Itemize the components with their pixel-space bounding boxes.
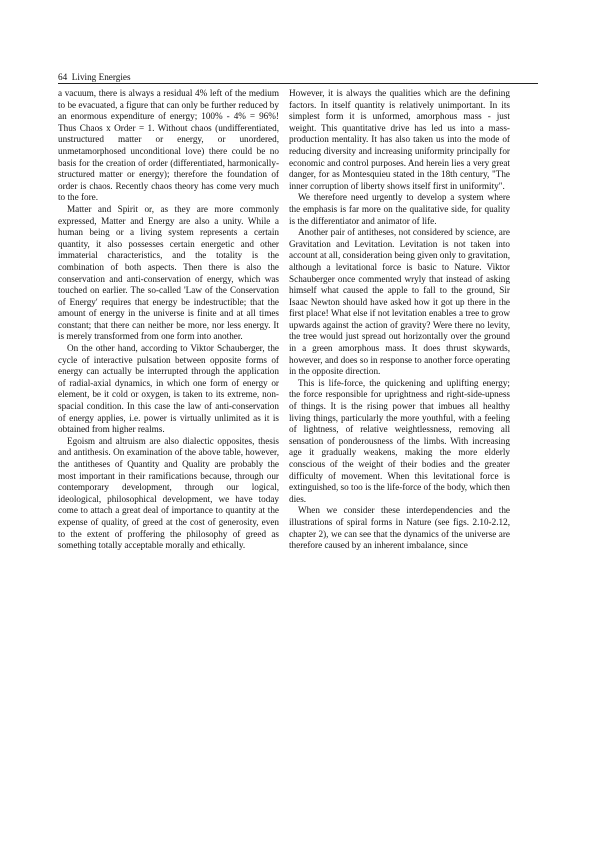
paragraph: This is life-force, the quickening and uplifting energy; the force responsible for uprightness and right-side-upness of things. It is the rising power that imbues all healthy living things, particularly the more youthful, with a feeling of lightness, of relative weightlessness, removing all sensation of ponderousness of the limbs. With increasing age it gradually weakens, making the more elderly conscious of the weight of their bodies and the greater difficulty of movement. When this levitational force is extinguished, so too is the life-force of the body, which then dies. [289,377,510,504]
paragraph: We therefore need urgently to develop a system where the emphasis is far more on the qualitative side, for quality is the differentiator and animator of life. [289,192,510,226]
left-column [58,88,279,552]
paragraph: Another pair of antitheses, not considered by science, are Gravitation and Levitation. Levitation is not taken into account at all, consideration being given only to gravitation, although a levitational force is basic to Nature. Viktor Schauberger once commented wryly that instead of asking himself what caused the apple to fall to the ground, Sir Isaac Newton should have asked how it got up there in the first place! What else if not levitation enables a tree to grow upwards against the action of gravity? Were there no levity, the tree would just spread out horizontally over the ground in a green amorphous mass. It does thrust skywards, however, and does so in response to another force operating in the opposite direction. [289,227,510,377]
paragraph: However, it is always the qualities which are the defining factors. In itself quantity is relatively unimportant. In its simplest form it is unformed, amorphous mass - just weight. This quantitative drive has led us into a mass-production mentality. It has also taken us into the mode of reducing diversity and increasing uniformity principally for economic and control purposes. And herein lies a very great danger, for as Montesquieu stated in the 18th century, "The inner corruption of liberty shows itself first in uniformity". [289,88,510,191]
paragraph: a vacuum, there is always a residual 4% left of the medium to be evacuated, a figure that can only be further reduced by an enormous expenditure of energy; 100% - 4% = 96%! Thus Chaos x Order = 1. Without chaos (undifferentiated, unstructured matter or energy, or unordered, unmetamorphosed unconditional love) there could be no basis for the creation of order (differentiated, harmonically-structured matter or energy); therefore the foundation of order is chaos. Recently chaos theory has come very much to the fore. [58,88,279,203]
right-column [289,88,510,552]
paragraph: When we consider these interdependencies and the illustrations of spiral forms in Nature (see figs. 2.10-2.12, chapter 2), we can see that the dynamics of the universe are therefore caused by an inherent imbalance, since [289,505,510,551]
header-rule [58,83,538,84]
running-header [58,71,538,83]
paragraph: Egoism and altruism are also dialectic opposites, thesis and antithesis. On examination of the above table, however, the antitheses of Quantity and Quality are probably the most important in their ramifications because, through our contemporary development, through our logical, ideological, philosophical development, we have today come to attach a great deal of importance to quantity at the expense of quality, of greed at the cost of generosity, even to the extent of proffering the philosophy of greed as something totally acceptable morally and ethically. [58,435,279,551]
paragraph: Matter and Spirit or, as they are more commonly expressed, Matter and Energy are also a unity. While a human being or a living system represents a certain quantity, it also possesses certain energetic and other immaterial characteristics, and the totality is the combination of both aspects. Then there is also the conservation and anti-conservation of energy, which was touched on earlier. The so-called 'Law of the Conservation of Energy' requires that energy be indestructible; that the amount of energy in the universe is finite and at all times constant; that there can neither be more, nor less energy. It is merely transformed from one form into another. [58,203,279,342]
page-number: 64 [58,72,68,82]
paragraph: On the other hand, according to Viktor Schauberger, the cycle of interactive pulsation between opposite forms of energy can actually be interrupted through the application of radial-axial dynamics, in which one form of energy or element, be it cold or oxygen, is taken to its extreme, non-spacial condition. In this case the law of anti-conservation of energy applies, i.e. power is virtually unlimited as it is obtained from higher realms. [58,343,279,435]
running-title: Living Energies [71,72,131,82]
